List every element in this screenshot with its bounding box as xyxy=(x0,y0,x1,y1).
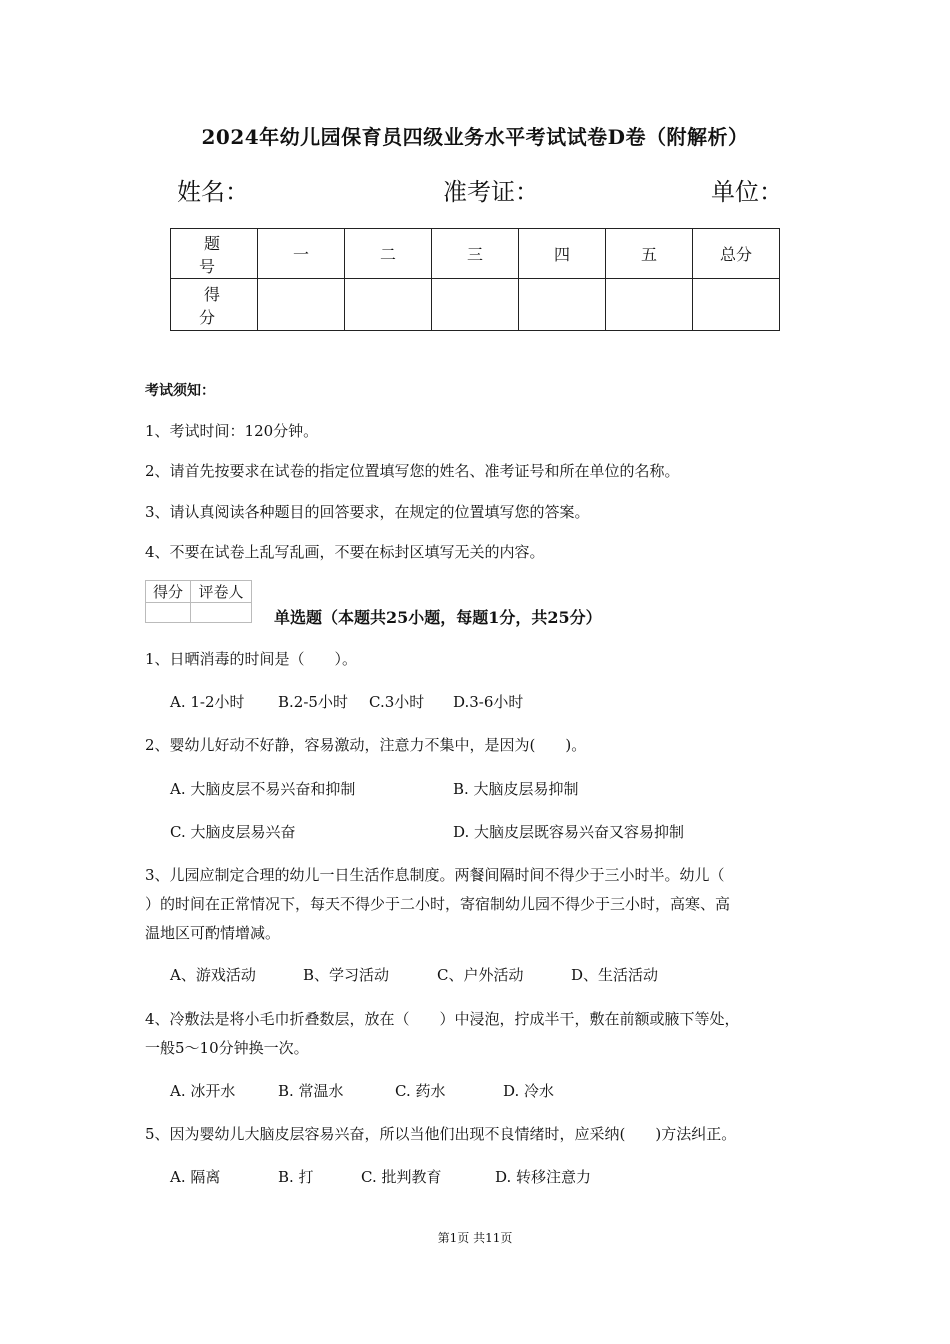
name-field-label: 姓名： xyxy=(177,178,249,206)
option[interactable]: B. 打 xyxy=(278,1168,314,1186)
option[interactable]: D. 冷水 xyxy=(503,1082,555,1100)
score-table-header-cell: 一 xyxy=(258,229,345,279)
option[interactable]: B.2-5小时 xyxy=(278,693,348,711)
score-cell[interactable] xyxy=(258,279,345,331)
question-stem: 5、因为婴幼儿大脑皮层容易兴奋，所以当他们出现不良情绪时，应采纳( )方法纠正。 xyxy=(145,1125,737,1143)
option[interactable]: B. 大脑皮层易抑制 xyxy=(453,780,579,798)
section-title: 单选题（本题共25小题，每题1分，共25分） xyxy=(274,608,602,627)
option[interactable]: B、学习活动 xyxy=(303,966,390,984)
page-title: 2024年幼儿园保育员四级业务水平考试试卷D卷（附解析） xyxy=(201,125,749,149)
question-stem-line: 一般5～10分钟换一次。 xyxy=(145,1039,309,1057)
score-table-header-row xyxy=(171,229,780,279)
score-table-header-cell: 总分 xyxy=(693,229,780,279)
notice-item: 1、考试时间：120分钟。 xyxy=(145,422,319,440)
score-table-score-row xyxy=(171,279,780,331)
notice-item: 3、请认真阅读各种题目的回答要求，在规定的位置填写您的答案。 xyxy=(145,503,590,521)
score-cell[interactable] xyxy=(519,279,606,331)
option[interactable]: A. 大脑皮层不易兴奋和抑制 xyxy=(170,780,356,798)
option[interactable]: D.3-6小时 xyxy=(453,693,524,711)
question-stem-line: ）的时间在正常情况下，每天不得少于二小时，寄宿制幼儿园不得少于三小时，高寒、高 xyxy=(145,895,731,913)
score-cell[interactable] xyxy=(345,279,432,331)
score-table xyxy=(170,228,780,331)
option[interactable]: A、游戏活动 xyxy=(170,966,256,984)
unit-field-label: 单位： xyxy=(711,178,783,206)
option[interactable]: C. 大脑皮层易兴奋 xyxy=(170,823,296,841)
question-stem-line: 4、冷敷法是将小毛巾折叠数层，放在（ ）中浸泡，拧成半干，敷在前额或腋下等处， xyxy=(145,1010,740,1028)
option[interactable]: C.3小时 xyxy=(369,693,425,711)
grader-reviewer-label: 评卷人 xyxy=(191,581,252,603)
page-footer: 第1页 共11页 xyxy=(437,1231,513,1245)
option[interactable]: A. 冰开水 xyxy=(170,1082,236,1100)
question-stem: 2、婴幼儿好动不好静，容易激动，注意力不集中，是因为( )。 xyxy=(145,736,587,754)
option[interactable]: B. 常温水 xyxy=(278,1082,344,1100)
grader-box xyxy=(145,580,252,623)
notice-item: 4、不要在试卷上乱写乱画，不要在标封区填写无关的内容。 xyxy=(145,543,545,561)
question-stem-line: 3、儿园应制定合理的幼儿一日生活作息制度。两餐间隔时间不得少于三小时半。幼儿（ xyxy=(145,866,725,884)
grader-reviewer-cell[interactable] xyxy=(191,603,252,623)
question-stem-line: 温地区可酌情增减。 xyxy=(145,924,281,942)
grader-score-label: 得分 xyxy=(146,581,191,603)
option[interactable]: D、生活活动 xyxy=(571,966,659,984)
score-cell[interactable] xyxy=(606,279,693,331)
exam-id-field-label: 准考证： xyxy=(443,178,539,206)
grader-score-cell[interactable] xyxy=(146,603,191,623)
score-row-label: 得 分 xyxy=(171,279,258,331)
score-table-header-cell: 二 xyxy=(345,229,432,279)
notice-item: 2、请首先按要求在试卷的指定位置填写您的姓名、准考证号和所在单位的名称。 xyxy=(145,462,680,480)
option[interactable]: A. 隔离 xyxy=(170,1168,221,1186)
option[interactable]: C、户外活动 xyxy=(437,966,524,984)
score-cell[interactable] xyxy=(432,279,519,331)
option[interactable]: C. 药水 xyxy=(395,1082,446,1100)
score-table-header-cell: 四 xyxy=(519,229,606,279)
notice-heading: 考试须知： xyxy=(145,383,215,399)
option[interactable]: D. 大脑皮层既容易兴奋又容易抑制 xyxy=(453,823,685,841)
score-table-header-cell: 三 xyxy=(432,229,519,279)
score-table-header-cell: 题 号 xyxy=(171,229,258,279)
score-table-header-cell: 五 xyxy=(606,229,693,279)
option[interactable]: A. 1-2小时 xyxy=(170,693,245,711)
option[interactable]: C. 批判教育 xyxy=(361,1168,442,1186)
option[interactable]: D. 转移注意力 xyxy=(495,1168,592,1186)
question-stem: 1、日晒消毒的时间是（ ）。 xyxy=(145,650,358,668)
score-cell[interactable] xyxy=(693,279,780,331)
